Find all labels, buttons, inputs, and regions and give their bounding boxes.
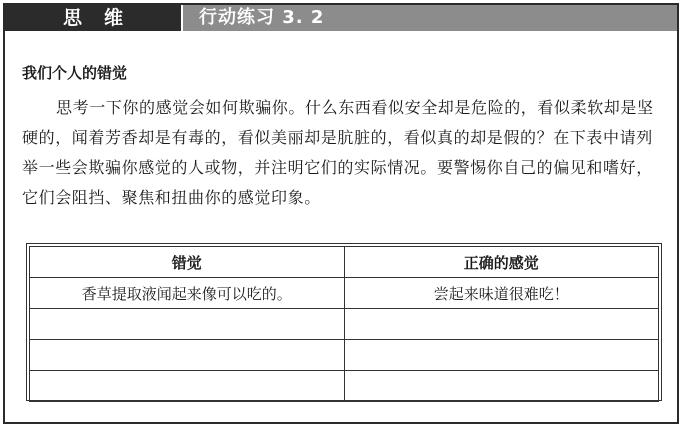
table-row [30, 371, 659, 402]
table-row [30, 309, 659, 340]
table-cell-correct[interactable] [344, 309, 659, 340]
table-row [30, 278, 659, 309]
column-header-correct-perception: 正确的感觉 [344, 247, 659, 278]
table-cell-illusion[interactable] [30, 371, 345, 402]
table-cell-illusion[interactable]: 香草提取液闻起来像可以吃的。 [30, 278, 345, 309]
table-cell-correct[interactable]: 尝起来味道很难吃！ [344, 278, 659, 309]
category-tag: 思维 [5, 5, 183, 31]
table-cell-correct[interactable] [344, 340, 659, 371]
exercise-title: 行动练习 3. 2 [199, 7, 325, 28]
table-header-row [30, 247, 659, 278]
instructions-paragraph: 思考一下你的感觉会如何欺骗你。什么东西看似安全却是危险的，看似柔软却是坚硬的，闻着芳香却是有毒的，看似美丽却是肮脏的，看似真的却是假的？在下表中请列举一些会欺骗你感觉的人或物，并注明它们的实际情况。要警惕你自己的偏见和嗜好，它们会阻挡、聚焦和扭曲你的感觉印象。 [22, 98, 654, 207]
table-cell-illusion[interactable] [30, 309, 345, 340]
column-header-illusion: 错觉 [30, 247, 345, 278]
exercise-box [3, 3, 679, 424]
section-title: 我们个人的错觉 [22, 64, 128, 82]
header-bar [5, 5, 677, 31]
table-row [30, 340, 659, 371]
table-cell-illusion[interactable] [30, 340, 345, 371]
table-cell-correct[interactable] [344, 371, 659, 402]
illusion-table [26, 243, 662, 401]
